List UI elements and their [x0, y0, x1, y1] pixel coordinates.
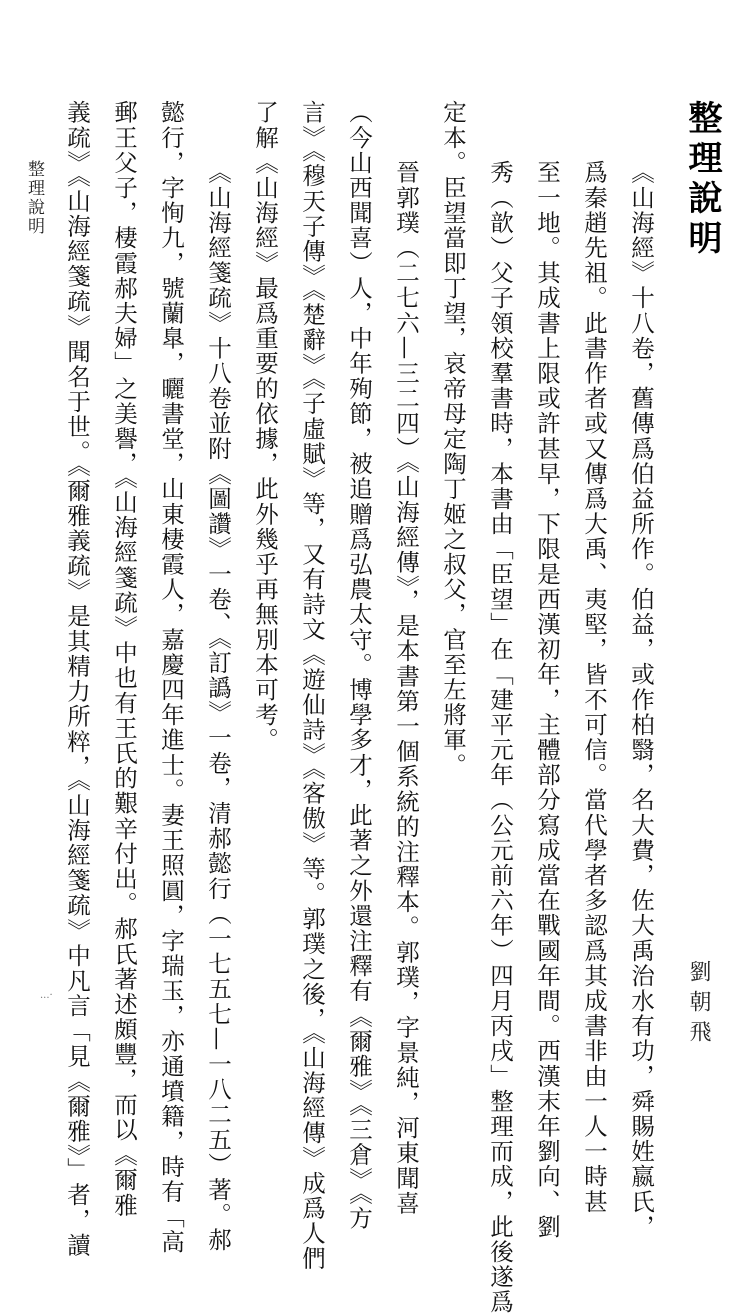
- author-name: 劉朝飛: [686, 960, 711, 1050]
- text-line: 義疏》《山海經箋疏》聞名于世。《爾雅義疏》是其精力所粹，《山海經箋疏》中凡言「見《爾雅》」者，讀: [63, 100, 91, 1258]
- page-title: 整理說明: [682, 100, 722, 260]
- text-line: 《山海經》十八卷，舊傳爲伯益所作。伯益，或作柏翳，名大費，佐大禹治水有功，舜賜姓嬴氏，: [627, 160, 655, 1240]
- text-line: （今山西聞喜）人，中年殉節，被追贈爲弘農太守。博學多才，此著之外還注釋有《爾雅》《三倉》《方: [345, 100, 373, 1232]
- text-line: 了解《山海經》最爲重要的依據，此外幾乎再無別本可考。: [251, 100, 279, 753]
- corner-mark: ...·: [40, 990, 53, 1001]
- text-line: 定本。臣望當即丁望，哀帝母定陶丁姬之叔父，官至左將軍。: [439, 100, 467, 778]
- text-line: 言》《穆天子傳》《楚辭》《子虛賦》等，又有詩文《遊仙詩》《客傲》等。郭璞之後，《山海經傳》成爲人們: [298, 100, 326, 1272]
- running-head: 整理說明: [24, 160, 44, 236]
- text-line: 《山海經箋疏》十八卷並附《圖讚》一卷、《訂譌》一卷，清郝懿行（一七五七—一八二五）著。郝: [204, 160, 232, 1253]
- text-line: 晉郭璞（二七六—三二四）《山海經傳》，是本書第一個系統的注釋本。郭璞，字景純，河東聞喜: [392, 160, 420, 1216]
- text-line: 爲秦趙先祖。此書作者或又傳爲大禹、夷堅，皆不可信。當代學者多認爲其成書非由一人一時甚: [580, 160, 608, 1215]
- text-line: 郵王父子，棲霞郝夫婦」之美譽，《山海經箋疏》中也有王氏的艱辛付出。郝氏著述頗豐，而以《爾雅: [110, 100, 138, 1218]
- text-line: 至一地。其成書上限或許甚早，下限是西漢初年，主體部分寫成當在戰國年間。西漢末年劉向、劉: [533, 160, 561, 1240]
- text-line: 秀（歆）父子領校羣書時，本書由「臣望」在「建平元年（公元前六年）四月丙戌」整理而成，此後遂爲: [486, 160, 514, 1315]
- text-line: 懿行，字恂九，號蘭臯，曬書堂，山東棲霞人，嘉慶四年進士。妻王照圓，字瑞玉，亦通墳籍，時有「高: [157, 100, 185, 1255]
